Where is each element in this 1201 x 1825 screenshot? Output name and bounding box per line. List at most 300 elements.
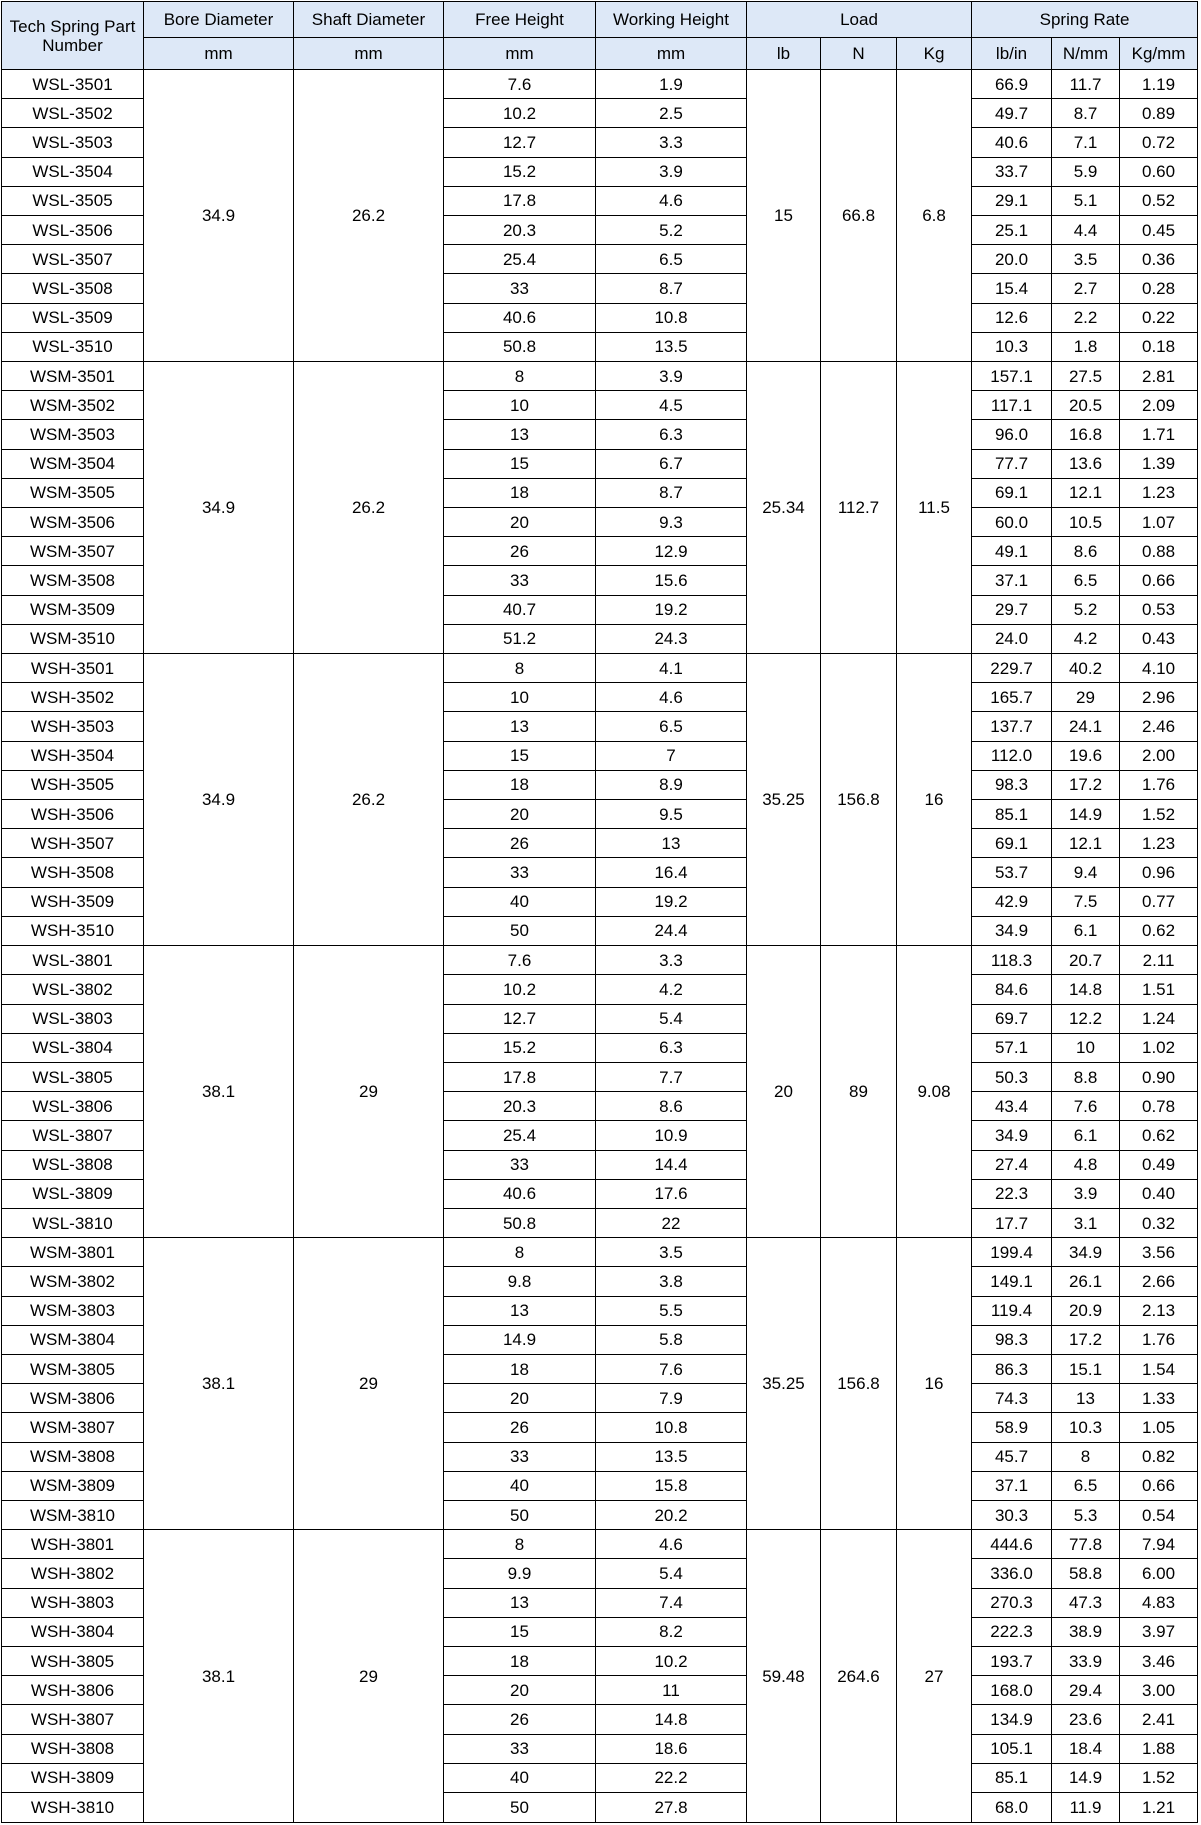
free-height-cell: 40.6 <box>444 303 596 332</box>
rate-lbin-cell: 118.3 <box>972 946 1052 975</box>
rate-kgmm-cell: 1.88 <box>1120 1734 1198 1763</box>
working-height-cell: 6.7 <box>596 449 747 478</box>
working-height-cell: 19.2 <box>596 887 747 916</box>
bore-diameter-cell: 34.9 <box>144 654 294 946</box>
rate-kgmm-cell: 0.62 <box>1120 916 1198 945</box>
load-lb-cell: 20 <box>747 946 821 1238</box>
rate-kgmm-cell: 1.19 <box>1120 70 1198 99</box>
rate-nmm-cell: 47.3 <box>1052 1588 1120 1617</box>
part-number-cell: WSL-3805 <box>2 1062 144 1091</box>
working-height-cell: 2.5 <box>596 99 747 128</box>
free-height-cell: 15.2 <box>444 157 596 186</box>
free-height-cell: 8 <box>444 1238 596 1267</box>
working-height-cell: 3.8 <box>596 1267 747 1296</box>
free-height-cell: 26 <box>444 1413 596 1442</box>
working-height-cell: 12.9 <box>596 537 747 566</box>
working-height-cell: 18.6 <box>596 1734 747 1763</box>
rate-lbin-cell: 98.3 <box>972 770 1052 799</box>
rate-nmm-cell: 58.8 <box>1052 1559 1120 1588</box>
rate-kgmm-cell: 6.00 <box>1120 1559 1198 1588</box>
rate-kgmm-cell: 0.62 <box>1120 1121 1198 1150</box>
rate-nmm-cell: 8.7 <box>1052 99 1120 128</box>
working-height-cell: 7.6 <box>596 1354 747 1383</box>
part-number-header: Tech Spring Part Number <box>2 2 144 70</box>
rate-lbin-cell: 85.1 <box>972 800 1052 829</box>
rate-lbin-cell: 86.3 <box>972 1354 1052 1383</box>
rate-nmm-cell: 3.1 <box>1052 1208 1120 1237</box>
rate-lbin-cell: 112.0 <box>972 741 1052 770</box>
free-height-cell: 40.6 <box>444 1179 596 1208</box>
working-height-cell: 5.4 <box>596 1004 747 1033</box>
part-number-cell: WSL-3810 <box>2 1208 144 1237</box>
rate-lbin-cell: 17.7 <box>972 1208 1052 1237</box>
working-height-cell: 1.9 <box>596 70 747 99</box>
free-height-cell: 20.3 <box>444 216 596 245</box>
working-height-cell: 10.9 <box>596 1121 747 1150</box>
rate-nmm-cell: 38.9 <box>1052 1617 1120 1646</box>
shaft-diameter-header: Shaft Diameter <box>294 2 444 38</box>
part-number-cell: WSL-3503 <box>2 128 144 157</box>
free-height-cell: 26 <box>444 1705 596 1734</box>
free-height-cell: 12.7 <box>444 128 596 157</box>
rate-nmm-cell: 17.2 <box>1052 770 1120 799</box>
rate-lbin-cell: 74.3 <box>972 1384 1052 1413</box>
working-height-cell: 7.4 <box>596 1588 747 1617</box>
load-kg-cell: 27 <box>897 1530 972 1823</box>
free-height-unit: mm <box>444 38 596 70</box>
part-number-cell: WSH-3805 <box>2 1646 144 1675</box>
rate-kgmm-cell: 0.22 <box>1120 303 1198 332</box>
rate-kgmm-cell: 0.96 <box>1120 858 1198 887</box>
part-number-cell: WSM-3506 <box>2 508 144 537</box>
part-number-cell: WSM-3507 <box>2 537 144 566</box>
load-kg-cell: 9.08 <box>897 946 972 1238</box>
load-kg-cell: 16 <box>897 1238 972 1530</box>
rate-kgmm-cell: 0.52 <box>1120 186 1198 215</box>
load-lb-unit: lb <box>747 38 821 70</box>
rate-lbin-cell: 98.3 <box>972 1325 1052 1354</box>
free-height-cell: 25.4 <box>444 245 596 274</box>
load-kg-cell: 16 <box>897 654 972 946</box>
working-height-cell: 15.8 <box>596 1471 747 1500</box>
load-header: Load <box>747 2 972 38</box>
rate-kgmm-cell: 7.94 <box>1120 1530 1198 1559</box>
rate-kgmm-cell: 1.23 <box>1120 829 1198 858</box>
part-number-cell: WSL-3803 <box>2 1004 144 1033</box>
table-row <box>2 1530 1198 1559</box>
part-number-cell: WSL-3801 <box>2 946 144 975</box>
rate-nmm-cell: 6.1 <box>1052 1121 1120 1150</box>
rate-nmm-cell: 7.6 <box>1052 1092 1120 1121</box>
shaft-diameter-cell: 26.2 <box>294 70 444 362</box>
part-number-cell: WSL-3809 <box>2 1179 144 1208</box>
rate-lbin-cell: 49.1 <box>972 537 1052 566</box>
rate-lbin-cell: 45.7 <box>972 1442 1052 1471</box>
rate-nmm-cell: 6.5 <box>1052 1471 1120 1500</box>
rate-kgmm-cell: 1.05 <box>1120 1413 1198 1442</box>
rate-nmm-cell: 13.6 <box>1052 449 1120 478</box>
rate-kgmm-cell: 1.52 <box>1120 1763 1198 1792</box>
working-height-cell: 7 <box>596 741 747 770</box>
free-height-cell: 15.2 <box>444 1033 596 1062</box>
rate-nmm-cell: 26.1 <box>1052 1267 1120 1296</box>
rate-kgmm-cell: 0.60 <box>1120 157 1198 186</box>
working-height-cell: 9.3 <box>596 508 747 537</box>
working-height-header: Working Height <box>596 2 747 38</box>
part-number-cell: WSM-3807 <box>2 1413 144 1442</box>
bore-diameter-cell: 38.1 <box>144 1238 294 1530</box>
rate-nmm-cell: 6.5 <box>1052 566 1120 595</box>
free-height-cell: 17.8 <box>444 1062 596 1091</box>
rate-kgmm-cell: 3.56 <box>1120 1238 1198 1267</box>
free-height-cell: 10 <box>444 391 596 420</box>
rate-kgmm-cell: 0.53 <box>1120 595 1198 624</box>
part-number-cell: WSL-3505 <box>2 186 144 215</box>
table-row <box>2 362 1198 391</box>
rate-kgmm-cell: 0.36 <box>1120 245 1198 274</box>
part-number-cell: WSH-3803 <box>2 1588 144 1617</box>
rate-lbin-cell: 37.1 <box>972 1471 1052 1500</box>
rate-kgmm-cell: 0.54 <box>1120 1500 1198 1529</box>
shaft-diameter-cell: 29 <box>294 1530 444 1823</box>
rate-nmm-cell: 5.9 <box>1052 157 1120 186</box>
working-height-cell: 5.5 <box>596 1296 747 1325</box>
working-height-cell: 13 <box>596 829 747 858</box>
working-height-cell: 8.7 <box>596 274 747 303</box>
rate-kgmm-cell: 1.24 <box>1120 1004 1198 1033</box>
free-height-cell: 8 <box>444 362 596 391</box>
rate-nmm-cell: 14.9 <box>1052 800 1120 829</box>
load-n-cell: 264.6 <box>821 1530 897 1823</box>
bore-unit: mm <box>144 38 294 70</box>
table-row <box>2 1238 1198 1267</box>
free-height-cell: 33 <box>444 1150 596 1179</box>
load-kg-unit: Kg <box>897 38 972 70</box>
free-height-cell: 33 <box>444 566 596 595</box>
part-number-cell: WSM-3808 <box>2 1442 144 1471</box>
rate-lbin-cell: 40.6 <box>972 128 1052 157</box>
part-number-cell: WSL-3502 <box>2 99 144 128</box>
rate-lbin-cell: 157.1 <box>972 362 1052 391</box>
rate-nmm-cell: 10.3 <box>1052 1413 1120 1442</box>
working-height-cell: 3.5 <box>596 1238 747 1267</box>
part-number-cell: WSH-3802 <box>2 1559 144 1588</box>
table-row <box>2 70 1198 99</box>
rate-nmm-cell: 1.8 <box>1052 332 1120 361</box>
rate-lbin-cell: 168.0 <box>972 1676 1052 1705</box>
working-height-cell: 3.9 <box>596 157 747 186</box>
load-n-cell: 112.7 <box>821 362 897 654</box>
load-kg-cell: 11.5 <box>897 362 972 654</box>
free-height-cell: 8 <box>444 654 596 683</box>
free-height-cell: 13 <box>444 712 596 741</box>
free-height-cell: 50 <box>444 916 596 945</box>
rate-kgmm-cell: 4.83 <box>1120 1588 1198 1617</box>
rate-lbin-cell: 193.7 <box>972 1646 1052 1675</box>
rate-nmm-cell: 20.7 <box>1052 946 1120 975</box>
rate-lbin-cell: 69.7 <box>972 1004 1052 1033</box>
rate-kgmm-cell: 4.10 <box>1120 654 1198 683</box>
rate-lbin-cell: 84.6 <box>972 975 1052 1004</box>
free-height-cell: 33 <box>444 1734 596 1763</box>
rate-nmm-cell: 77.8 <box>1052 1530 1120 1559</box>
rate-kgmm-cell: 0.72 <box>1120 128 1198 157</box>
rate-kgmm-cell: 0.88 <box>1120 537 1198 566</box>
working-height-cell: 8.6 <box>596 1092 747 1121</box>
working-height-cell: 8.9 <box>596 770 747 799</box>
shaft-diameter-cell: 26.2 <box>294 654 444 946</box>
working-height-cell: 9.5 <box>596 800 747 829</box>
rate-kgmm-cell: 0.78 <box>1120 1092 1198 1121</box>
rate-kgmm-cell: 1.76 <box>1120 770 1198 799</box>
part-number-cell: WSM-3508 <box>2 566 144 595</box>
part-number-cell: WSH-3502 <box>2 683 144 712</box>
part-number-cell: WSL-3501 <box>2 70 144 99</box>
rate-nmm-cell: 6.1 <box>1052 916 1120 945</box>
bore-diameter-cell: 34.9 <box>144 362 294 654</box>
table-row <box>2 946 1198 975</box>
rate-lbin-cell: 60.0 <box>972 508 1052 537</box>
free-height-cell: 9.8 <box>444 1267 596 1296</box>
rate-lbin-cell: 30.3 <box>972 1500 1052 1529</box>
rate-nmm-cell: 5.2 <box>1052 595 1120 624</box>
rate-kgmm-cell: 3.46 <box>1120 1646 1198 1675</box>
working-height-unit: mm <box>596 38 747 70</box>
bore-diameter-cell: 38.1 <box>144 1530 294 1823</box>
rate-nmm-cell: 29.4 <box>1052 1676 1120 1705</box>
part-number-cell: WSM-3802 <box>2 1267 144 1296</box>
rate-lbin-cell: 20.0 <box>972 245 1052 274</box>
free-height-cell: 18 <box>444 478 596 507</box>
free-height-cell: 17.8 <box>444 186 596 215</box>
part-number-cell: WSH-3809 <box>2 1763 144 1792</box>
rate-nmm-cell: 24.1 <box>1052 712 1120 741</box>
rate-kgmm-cell: 0.82 <box>1120 1442 1198 1471</box>
working-height-cell: 10.2 <box>596 1646 747 1675</box>
rate-nmm-cell: 8.8 <box>1052 1062 1120 1091</box>
rate-kgmm-cell: 1.39 <box>1120 449 1198 478</box>
rate-nmm-cell: 16.8 <box>1052 420 1120 449</box>
rate-nmm-cell: 29 <box>1052 683 1120 712</box>
rate-lbin-cell: 50.3 <box>972 1062 1052 1091</box>
rate-lbin-cell: 12.6 <box>972 303 1052 332</box>
free-height-cell: 7.6 <box>444 70 596 99</box>
load-lb-cell: 15 <box>747 70 821 362</box>
rate-kgmm-cell: 1.71 <box>1120 420 1198 449</box>
rate-kgmm-cell: 1.76 <box>1120 1325 1198 1354</box>
working-height-cell: 14.8 <box>596 1705 747 1734</box>
rate-lbin-cell: 29.1 <box>972 186 1052 215</box>
free-height-cell: 18 <box>444 1646 596 1675</box>
working-height-cell: 4.2 <box>596 975 747 1004</box>
part-number-cell: WSM-3804 <box>2 1325 144 1354</box>
rate-lbin-cell: 10.3 <box>972 332 1052 361</box>
rate-lbin-cell: 229.7 <box>972 654 1052 683</box>
rate-nmm-unit: N/mm <box>1052 38 1120 70</box>
part-number-cell: WSL-3507 <box>2 245 144 274</box>
rate-lbin-cell: 444.6 <box>972 1530 1052 1559</box>
part-number-cell: WSH-3804 <box>2 1617 144 1646</box>
rate-kgmm-cell: 2.41 <box>1120 1705 1198 1734</box>
rate-lbin-cell: 57.1 <box>972 1033 1052 1062</box>
rate-kgmm-cell: 0.28 <box>1120 274 1198 303</box>
rate-nmm-cell: 11.9 <box>1052 1792 1120 1822</box>
part-number-cell: WSH-3501 <box>2 654 144 683</box>
free-height-cell: 26 <box>444 537 596 566</box>
rate-nmm-cell: 27.5 <box>1052 362 1120 391</box>
rate-nmm-cell: 14.8 <box>1052 975 1120 1004</box>
part-number-cell: WSH-3810 <box>2 1792 144 1822</box>
part-number-cell: WSH-3504 <box>2 741 144 770</box>
rate-kgmm-cell: 1.52 <box>1120 800 1198 829</box>
load-n-cell: 156.8 <box>821 1238 897 1530</box>
rate-nmm-cell: 4.2 <box>1052 624 1120 653</box>
free-height-cell: 51.2 <box>444 624 596 653</box>
part-number-cell: WSM-3501 <box>2 362 144 391</box>
part-number-cell: WSM-3810 <box>2 1500 144 1529</box>
working-height-cell: 13.5 <box>596 1442 747 1471</box>
working-height-cell: 24.4 <box>596 916 747 945</box>
part-number-cell: WSL-3802 <box>2 975 144 1004</box>
rate-lbin-cell: 270.3 <box>972 1588 1052 1617</box>
load-lb-cell: 59.48 <box>747 1530 821 1823</box>
rate-kgmm-unit: Kg/mm <box>1120 38 1198 70</box>
working-height-cell: 22 <box>596 1208 747 1237</box>
working-height-cell: 7.7 <box>596 1062 747 1091</box>
spring-spec-table <box>1 1 1198 1823</box>
free-height-cell: 33 <box>444 274 596 303</box>
part-number-cell: WSM-3503 <box>2 420 144 449</box>
rate-kgmm-cell: 3.00 <box>1120 1676 1198 1705</box>
rate-lbin-cell: 29.7 <box>972 595 1052 624</box>
rate-kgmm-cell: 0.43 <box>1120 624 1198 653</box>
working-height-cell: 6.3 <box>596 420 747 449</box>
working-height-cell: 6.3 <box>596 1033 747 1062</box>
working-height-cell: 3.9 <box>596 362 747 391</box>
free-height-cell: 13 <box>444 1588 596 1617</box>
working-height-cell: 15.6 <box>596 566 747 595</box>
rate-kgmm-cell: 2.11 <box>1120 946 1198 975</box>
free-height-cell: 40 <box>444 1471 596 1500</box>
rate-kgmm-cell: 0.49 <box>1120 1150 1198 1179</box>
working-height-cell: 5.8 <box>596 1325 747 1354</box>
rate-nmm-cell: 7.1 <box>1052 128 1120 157</box>
table-row <box>2 654 1198 683</box>
part-number-cell: WSH-3506 <box>2 800 144 829</box>
working-height-cell: 4.1 <box>596 654 747 683</box>
part-number-cell: WSM-3502 <box>2 391 144 420</box>
rate-lbin-cell: 15.4 <box>972 274 1052 303</box>
load-n-unit: N <box>821 38 897 70</box>
part-number-cell: WSH-3806 <box>2 1676 144 1705</box>
free-height-cell: 20 <box>444 800 596 829</box>
free-height-cell: 33 <box>444 858 596 887</box>
part-number-cell: WSH-3509 <box>2 887 144 916</box>
rate-kgmm-cell: 0.32 <box>1120 1208 1198 1237</box>
free-height-cell: 40.7 <box>444 595 596 624</box>
working-height-cell: 13.5 <box>596 332 747 361</box>
rate-kgmm-cell: 0.66 <box>1120 1471 1198 1500</box>
load-n-cell: 89 <box>821 946 897 1238</box>
load-lb-cell: 25.34 <box>747 362 821 654</box>
working-height-cell: 19.2 <box>596 595 747 624</box>
rate-lbin-unit: lb/in <box>972 38 1052 70</box>
rate-nmm-cell: 23.6 <box>1052 1705 1120 1734</box>
free-height-cell: 50 <box>444 1792 596 1822</box>
rate-kgmm-cell: 0.45 <box>1120 216 1198 245</box>
rate-lbin-cell: 222.3 <box>972 1617 1052 1646</box>
working-height-cell: 5.2 <box>596 216 747 245</box>
working-height-cell: 4.5 <box>596 391 747 420</box>
free-height-cell: 15 <box>444 449 596 478</box>
part-number-cell: WSM-3510 <box>2 624 144 653</box>
free-height-cell: 10 <box>444 683 596 712</box>
rate-lbin-cell: 43.4 <box>972 1092 1052 1121</box>
part-number-cell: WSM-3801 <box>2 1238 144 1267</box>
working-height-cell: 8.7 <box>596 478 747 507</box>
free-height-cell: 15 <box>444 1617 596 1646</box>
free-height-cell: 18 <box>444 770 596 799</box>
rate-lbin-cell: 85.1 <box>972 1763 1052 1792</box>
rate-lbin-cell: 69.1 <box>972 478 1052 507</box>
free-height-cell: 15 <box>444 741 596 770</box>
rate-lbin-cell: 96.0 <box>972 420 1052 449</box>
part-number-cell: WSL-3506 <box>2 216 144 245</box>
part-number-cell: WSL-3508 <box>2 274 144 303</box>
working-height-cell: 24.3 <box>596 624 747 653</box>
rate-lbin-cell: 24.0 <box>972 624 1052 653</box>
shaft-diameter-cell: 29 <box>294 946 444 1238</box>
free-height-cell: 8 <box>444 1530 596 1559</box>
part-number-cell: WSM-3509 <box>2 595 144 624</box>
free-height-cell: 20 <box>444 1384 596 1413</box>
working-height-cell: 4.6 <box>596 186 747 215</box>
rate-kgmm-cell: 3.97 <box>1120 1617 1198 1646</box>
working-height-cell: 7.9 <box>596 1384 747 1413</box>
shaft-diameter-cell: 29 <box>294 1238 444 1530</box>
rate-nmm-cell: 2.2 <box>1052 303 1120 332</box>
part-number-cell: WSH-3808 <box>2 1734 144 1763</box>
table-body <box>2 70 1198 1823</box>
rate-lbin-cell: 49.7 <box>972 99 1052 128</box>
free-height-cell: 10.2 <box>444 99 596 128</box>
rate-kgmm-cell: 0.77 <box>1120 887 1198 916</box>
rate-nmm-cell: 18.4 <box>1052 1734 1120 1763</box>
rate-lbin-cell: 134.9 <box>972 1705 1052 1734</box>
bore-diameter-cell: 34.9 <box>144 70 294 362</box>
rate-nmm-cell: 8.6 <box>1052 537 1120 566</box>
rate-nmm-cell: 4.4 <box>1052 216 1120 245</box>
rate-lbin-cell: 199.4 <box>972 1238 1052 1267</box>
free-height-cell: 13 <box>444 1296 596 1325</box>
rate-kgmm-cell: 1.21 <box>1120 1792 1198 1822</box>
free-height-header: Free Height <box>444 2 596 38</box>
rate-lbin-cell: 34.9 <box>972 916 1052 945</box>
free-height-cell: 10.2 <box>444 975 596 1004</box>
rate-kgmm-cell: 0.90 <box>1120 1062 1198 1091</box>
part-number-cell: WSM-3504 <box>2 449 144 478</box>
working-height-cell: 20.2 <box>596 1500 747 1529</box>
rate-lbin-cell: 37.1 <box>972 566 1052 595</box>
rate-kgmm-cell: 2.66 <box>1120 1267 1198 1296</box>
part-number-cell: WSL-3510 <box>2 332 144 361</box>
free-height-cell: 40 <box>444 1763 596 1792</box>
rate-nmm-cell: 5.3 <box>1052 1500 1120 1529</box>
free-height-cell: 18 <box>444 1354 596 1383</box>
rate-nmm-cell: 11.7 <box>1052 70 1120 99</box>
rate-nmm-cell: 40.2 <box>1052 654 1120 683</box>
part-number-cell: WSH-3807 <box>2 1705 144 1734</box>
